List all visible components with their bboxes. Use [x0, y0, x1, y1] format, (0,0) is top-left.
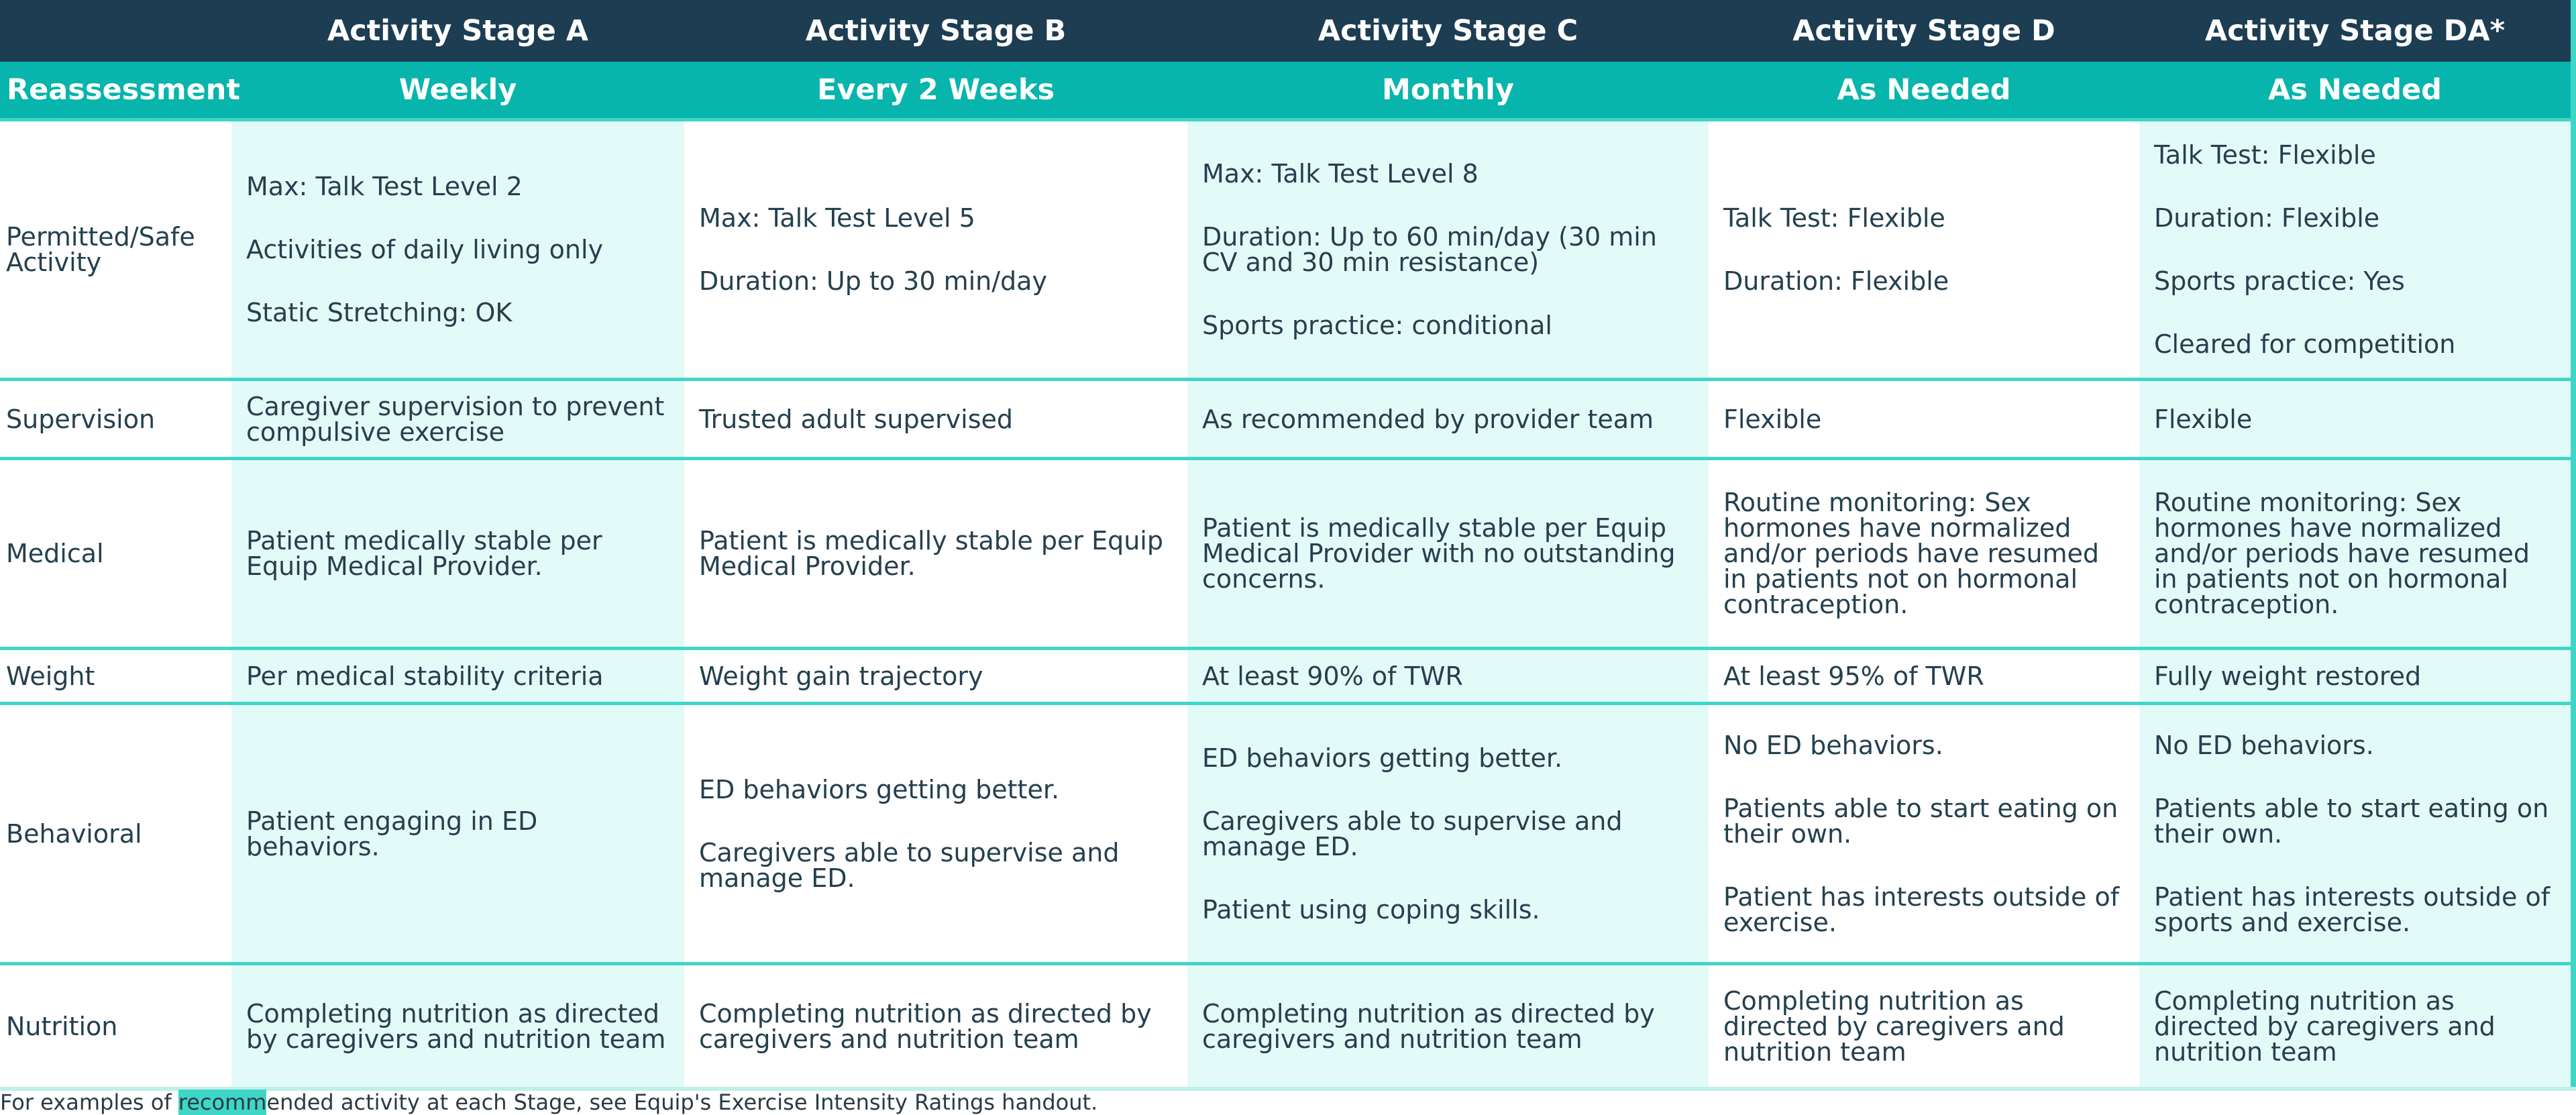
- nutrition-row: [0, 964, 2571, 1087]
- permitted-b-line: Duration: Up to 30 min/day: [699, 266, 1047, 296]
- behavioral-c-line: ED behaviors getting better.: [1202, 743, 1563, 773]
- footnote-highlight[interactable]: recomm: [178, 1090, 267, 1115]
- permitted-b-cell: [684, 120, 1187, 380]
- footnote: [0, 1091, 1097, 1114]
- medical-a-cell: Patient medically stable per Equip Medical Provider.: [231, 459, 684, 649]
- row-label-behavioral: Behavioral: [0, 704, 231, 964]
- reassessment-row: [0, 62, 2571, 120]
- medical-row: [0, 459, 2571, 649]
- reassessment-d: As Needed: [1709, 62, 2139, 120]
- supervision-row: [0, 380, 2571, 459]
- stage-c-header: Activity Stage C: [1187, 0, 1709, 62]
- row-label-weight: Weight: [0, 649, 231, 704]
- permitted-da-cell: [2139, 120, 2571, 380]
- stage-da-header: Activity Stage DA*: [2139, 0, 2571, 62]
- row-label-medical: Medical: [0, 459, 231, 649]
- table-right-border: [2571, 0, 2576, 1090]
- permitted-b-line: Max: Talk Test Level 5: [699, 203, 975, 233]
- permitted-c-line: Duration: Up to 60 min/day (30 min CV and 30 min resistance): [1202, 222, 1657, 277]
- behavioral-da-line: Patient has interests outside of sports and exercise.: [2154, 882, 2551, 937]
- corner-cell: [0, 0, 231, 62]
- supervision-b-cell: Trusted adult supervised: [684, 380, 1187, 459]
- supervision-c-cell: As recommended by provider team: [1187, 380, 1709, 459]
- medical-b-cell: Patient is medically stable per Equip Medical Provider.: [684, 459, 1187, 649]
- permitted-activity-row: [0, 120, 2571, 380]
- behavioral-c-cell: [1187, 704, 1709, 964]
- behavioral-row: [0, 704, 2571, 964]
- weight-row: [0, 649, 2571, 704]
- permitted-d-line: Talk Test: Flexible: [1723, 203, 1945, 233]
- behavioral-da-line: No ED behaviors.: [2154, 730, 2374, 760]
- behavioral-da-cell: [2139, 704, 2571, 964]
- supervision-da-cell: Flexible: [2139, 380, 2571, 459]
- behavioral-b-cell: [684, 704, 1187, 964]
- reassessment-a: Weekly: [231, 62, 684, 120]
- medical-d-cell: Routine monitoring: Sex hormones have normalized and/or periods have resumed in patients not on hormonal contraception.: [1709, 459, 2139, 649]
- behavioral-b-line: Caregivers able to supervise and manage ED.: [699, 837, 1120, 893]
- behavioral-a-line: Patient engaging in ED behaviors.: [246, 806, 538, 861]
- nutrition-da-cell: Completing nutrition as directed by caregivers and nutrition team: [2139, 964, 2571, 1087]
- stage-b-header: Activity Stage B: [684, 0, 1187, 62]
- reassessment-b: Every 2 Weeks: [684, 62, 1187, 120]
- weight-b-cell: Weight gain trajectory: [684, 649, 1187, 704]
- behavioral-d-cell: [1709, 704, 2139, 964]
- row-label-supervision: Supervision: [0, 380, 231, 459]
- weight-da-cell: Fully weight restored: [2139, 649, 2571, 704]
- permitted-c-cell: [1187, 120, 1709, 380]
- permitted-a-cell: [231, 120, 684, 380]
- reassessment-da: As Needed: [2139, 62, 2571, 120]
- permitted-d-line: Duration: Flexible: [1723, 266, 1949, 296]
- behavioral-d-line: No ED behaviors.: [1723, 730, 1943, 760]
- weight-c-cell: At least 90% of TWR: [1187, 649, 1709, 704]
- footnote-text-rest: ended activity at each Stage, see Equip's Exercise Intensity Ratings handout.: [266, 1090, 1098, 1115]
- permitted-da-line: Talk Test: Flexible: [2154, 140, 2376, 170]
- nutrition-c-cell: Completing nutrition as directed by caregivers and nutrition team: [1187, 964, 1709, 1087]
- permitted-a-line: Static Stretching: OK: [246, 298, 513, 327]
- behavioral-da-line: Patients able to start eating on their own.: [2154, 793, 2549, 849]
- medical-da-cell: Routine monitoring: Sex hormones have normalized and/or periods have resumed in patients not on hormonal contraception.: [2139, 459, 2571, 649]
- permitted-d-cell: [1709, 120, 2139, 380]
- supervision-d-cell: Flexible: [1709, 380, 2139, 459]
- weight-d-cell: At least 95% of TWR: [1709, 649, 2139, 704]
- permitted-c-line: Max: Talk Test Level 8: [1202, 159, 1479, 189]
- permitted-da-line: Sports practice: Yes: [2154, 266, 2405, 296]
- permitted-da-line: Cleared for competition: [2154, 329, 2456, 359]
- behavioral-d-line: Patients able to start eating on their own.: [1723, 793, 2118, 849]
- row-label-nutrition: Nutrition: [0, 964, 231, 1087]
- stage-a-header: Activity Stage A: [231, 0, 684, 62]
- nutrition-b-cell: Completing nutrition as directed by caregivers and nutrition team: [684, 964, 1187, 1087]
- behavioral-b-line: ED behaviors getting better.: [699, 774, 1060, 804]
- reassessment-label: Reassessment: [0, 62, 231, 120]
- stage-d-header: Activity Stage D: [1709, 0, 2139, 62]
- behavioral-a-cell: [231, 704, 684, 964]
- footnote-text: For examples of: [0, 1090, 178, 1115]
- permitted-a-line: Activities of daily living only: [246, 235, 604, 264]
- supervision-a-cell: Caregiver supervision to prevent compulsive exercise: [231, 380, 684, 459]
- nutrition-d-cell: Completing nutrition as directed by caregivers and nutrition team: [1709, 964, 2139, 1087]
- permitted-a-line: Max: Talk Test Level 2: [246, 172, 523, 201]
- nutrition-a-cell: Completing nutrition as directed by caregivers and nutrition team: [231, 964, 684, 1087]
- row-label-permitted: Permitted/Safe Activity: [0, 120, 231, 380]
- stage-header-row: [0, 0, 2571, 62]
- weight-a-cell: Per medical stability criteria: [231, 649, 684, 704]
- behavioral-c-line: Patient using coping skills.: [1202, 894, 1540, 924]
- reassessment-c: Monthly: [1187, 62, 1709, 120]
- permitted-da-line: Duration: Flexible: [2154, 203, 2380, 233]
- permitted-c-line: Sports practice: conditional: [1202, 311, 1552, 340]
- medical-c-cell: Patient is medically stable per Equip Medical Provider with no outstanding concerns.: [1187, 459, 1709, 649]
- behavioral-d-line: Patient has interests outside of exercise.: [1723, 882, 2120, 937]
- behavioral-c-line: Caregivers able to supervise and manage ED.: [1202, 806, 1623, 861]
